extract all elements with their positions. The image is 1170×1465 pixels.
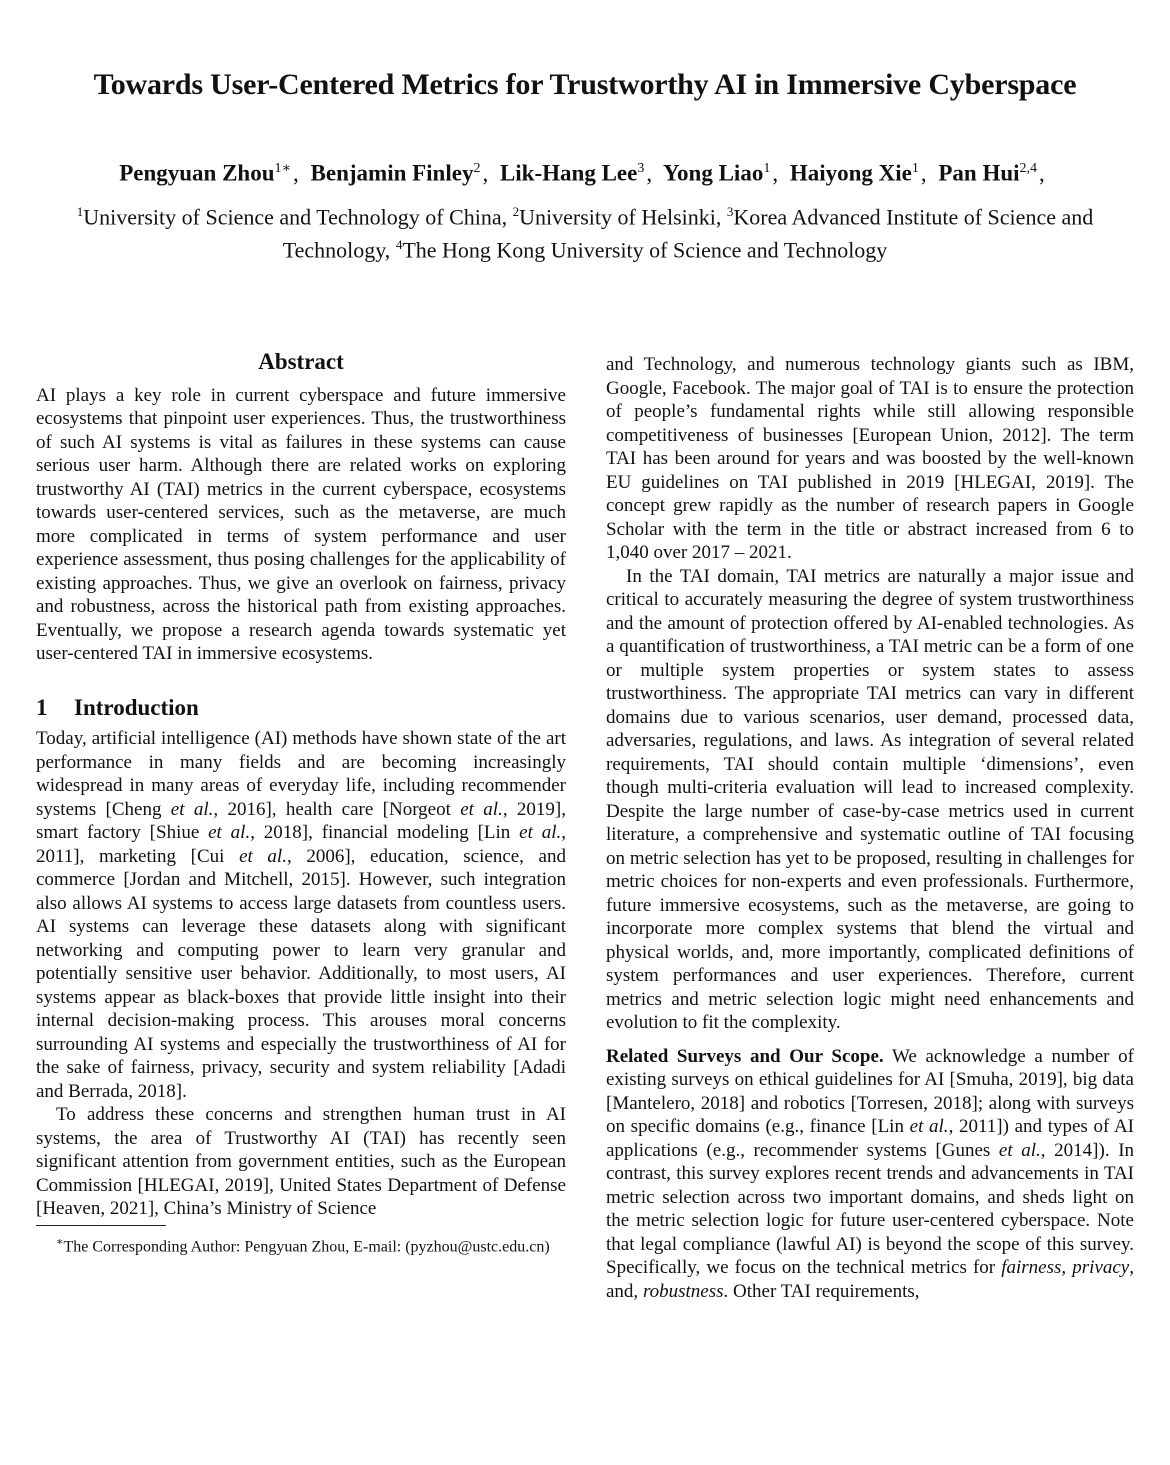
- text-run: , and,: [606, 1257, 1134, 1302]
- right-paragraph-1: and Technology, and numerous technology giants such as IBM, Google, Facebook. The major goal of TAI is to ensure the protection of people’s fundamental rights while still allowing responsible competitiveness of businesses [European Union, 2012]. The term TAI has been around for years and was boosted by the well-known EU guidelines on TAI published in 2019 [HLEGAI, 2019]. The concept grew rapidly as the number of research papers in Google Scholar with the term in the title or abstract increased from 6 to 1,040 over 2017 – 2021.: [606, 354, 1134, 563]
- text-run: , 2014]). In contrast, this survey explores recent trends and advancements in TAI metric selection across two important domains, and sheds light on the metric selection logic for future user-centered cyberspace. Note that legal compliance (lawful AI) is beyond the scope of this survey. Specifically, we focus on the technical metrics for: [606, 1139, 1135, 1278]
- affiliation: The Hong Kong University of Science and Technology: [402, 237, 888, 263]
- et-al: et al.: [909, 1116, 949, 1137]
- author-separator: ,: [1039, 160, 1045, 186]
- author-name: Haiyong Xie: [789, 160, 912, 186]
- author-affiliation-mark: 1: [911, 161, 919, 176]
- text-run: , 2011]) and types of AI applications (e.g., recommender systems [Gunes: [606, 1116, 1134, 1161]
- author-name: Pengyuan Zhou: [119, 160, 275, 186]
- text-run: Today, artificial intelligence (AI) methods have shown state of the art performance in many fields and are becoming increasingly widespread in many areas of everyday life, including recommender systems [Cheng: [36, 728, 566, 820]
- author-affiliation-mark: 2,4: [1019, 161, 1038, 176]
- author-affiliation-mark: 2: [473, 161, 481, 176]
- intro-paragraph-1: [36, 727, 566, 1103]
- author-name: Benjamin Finley: [310, 160, 474, 186]
- text-run: , 2016], health care [Norgeot: [213, 798, 461, 820]
- affiliations: [40, 198, 1130, 265]
- author-affiliation-mark: 3: [637, 161, 645, 176]
- abstract-heading: Abstract: [258, 349, 344, 374]
- intro-paragraph-2: To address these concerns and strengthen human trust in AI systems, the area of Trustworthy AI (TAI) has recently seen significant attention from government entities, such as the European Commission [HLEGAI, 2019], United States Department of Defense [Heaven, 2021], China’s Ministry of Science: [36, 1104, 566, 1219]
- paragraph-gap: [606, 1035, 1134, 1045]
- text-run: . Other TAI requirements,: [723, 1280, 920, 1302]
- section-title: Introduction: [74, 694, 199, 720]
- term-robustness: robustness: [642, 1280, 724, 1302]
- footnote-divider: [36, 1225, 166, 1226]
- author-affiliation-mark: 1∗: [274, 161, 292, 176]
- affiliation: University of Helsinki,: [519, 204, 727, 230]
- affiliation-mark: 1: [76, 204, 84, 219]
- section-heading-introduction: [36, 696, 566, 720]
- text-run: , 2006], education, science, and commerce [Jordan and Mitchell, 2015]. However, such integration also allows AI systems to access large datasets from countless users. AI systems can leverage these datasets along with significant networking and computing power to learn very granular and potentially sensitive user behavior. Additionally, to most users, AI systems appear as black-boxes that provide little insight into their internal decision-making process. This arouses moral concerns surrounding AI systems and especially the trustworthiness of AI for the sake of fairness, privacy, security and system reliability [Adadi and Berrada, 2018].: [36, 845, 566, 1102]
- text-run: , 2018], financial modeling [Lin: [250, 822, 520, 843]
- affiliation: University of Science and Technology of China,: [83, 204, 513, 230]
- left-column: [36, 350, 566, 1257]
- author-separator: ,: [772, 160, 779, 186]
- paper-title: Towards User-Centered Metrics for Trustworthy AI in Immersive Cyberspace: [93, 68, 1077, 101]
- author-separator: ,: [920, 160, 927, 186]
- author-affiliation-mark: 1: [763, 161, 771, 176]
- author-separator: ,: [646, 160, 653, 186]
- term-fairness: fairness: [1001, 1257, 1062, 1278]
- related-surveys-paragraph: [606, 1045, 1134, 1304]
- text-run: We acknowledge a number of existing surveys on ethical guidelines for AI [Smuha, 2019], big data [Mantelero, 2018] and robotics [Torresen, 2018]; along with surveys on specific domains (e.g., finance [Lin: [606, 1045, 1134, 1137]
- author-separator: ,: [482, 160, 489, 186]
- footnote: [36, 1232, 566, 1257]
- footnote-text: The Corresponding Author: Pengyuan Zhou, E-mail: (pyzhou@ustc.edu.cn): [63, 1237, 550, 1255]
- affiliation-mark: 3: [726, 204, 734, 219]
- author-list: [0, 160, 1170, 187]
- et-al: et al.: [208, 822, 251, 843]
- et-al: et al.: [998, 1139, 1041, 1161]
- text-run: , 2019], smart factory [Shiue: [36, 798, 566, 843]
- author-name: Lik-Hang Lee: [499, 160, 638, 186]
- author-name: Yong Liao: [662, 160, 764, 186]
- section-number: 1: [36, 694, 48, 720]
- et-al: et al.: [170, 798, 214, 820]
- abstract-text: AI plays a key role in current cyberspace and future immersive ecosystems that pinpoint user experiences. Thus, the trustworthiness of such AI systems is vital as failures in these systems can cause serious user harm. Although there are related works on exploring trustworthy AI (TAI) metrics in the current cyberspace, ecosystems towards user-centered services, such as the metaverse, are much more complicated in terms of system performance and user experience assessment, thus posing challenges for the applicability of existing approaches. Thus, we give an overlook on fairness, privacy and robustness, across the historical path from existing approaches. Eventually, we propose a research agenda towards systematic yet user-centered TAI in immersive ecosystems.: [36, 384, 566, 664]
- affiliation-mark: 2: [512, 204, 520, 219]
- et-al: et al.: [239, 845, 287, 867]
- et-al: et al.: [519, 822, 562, 843]
- right-column: [606, 353, 1134, 1303]
- et-al: et al.: [460, 798, 503, 820]
- affiliation: Korea Advanced Institute of Science and Technology,: [282, 204, 1094, 263]
- term-privacy: privacy: [1072, 1257, 1130, 1278]
- author-separator: ,: [293, 160, 299, 186]
- right-paragraph-2: In the TAI domain, TAI metrics are naturally a major issue and critical to accurately measuring the degree of system trustworthiness and the amount of protection offered by AI-enabled technologies. As a quantification of trustworthiness, a TAI metric can be a form of one or multiple system properties or system states to assess trustworthiness. The appropriate TAI metrics can vary in different domains due to various scenarios, user demand, processed data, adversaries, regulations, and laws. As integration of several related requirements, TAI should contain multiple ‘dimensions’, even though multi-criteria evaluation will lead to increased complexity. Despite the large number of case-by-case metrics used in current literature, a comprehensive and systematic outline of TAI focusing on metric selection has yet to be proposed, resulting in challenges for metric choices for non-experts and even professionals. Furthermore, future immersive ecosystems, such as the metaverse, are going to incorporate more complex systems that blend the virtual and physical worlds, and, more importantly, complicated definitions of system performances and user experiences. Therefore, current metrics and metric selection logic might need enhancements and evolution to fit the complexity.: [606, 565, 1134, 1033]
- footnote-mark: ∗: [56, 1235, 64, 1248]
- text-run: ,: [1061, 1257, 1073, 1278]
- text-run: , 2011], marketing [Cui: [36, 822, 566, 867]
- paragraph-heading: Related Surveys and Our Scope.: [606, 1045, 884, 1067]
- author-name: Pan Hui: [938, 160, 1020, 186]
- affiliation-mark: 4: [395, 237, 403, 253]
